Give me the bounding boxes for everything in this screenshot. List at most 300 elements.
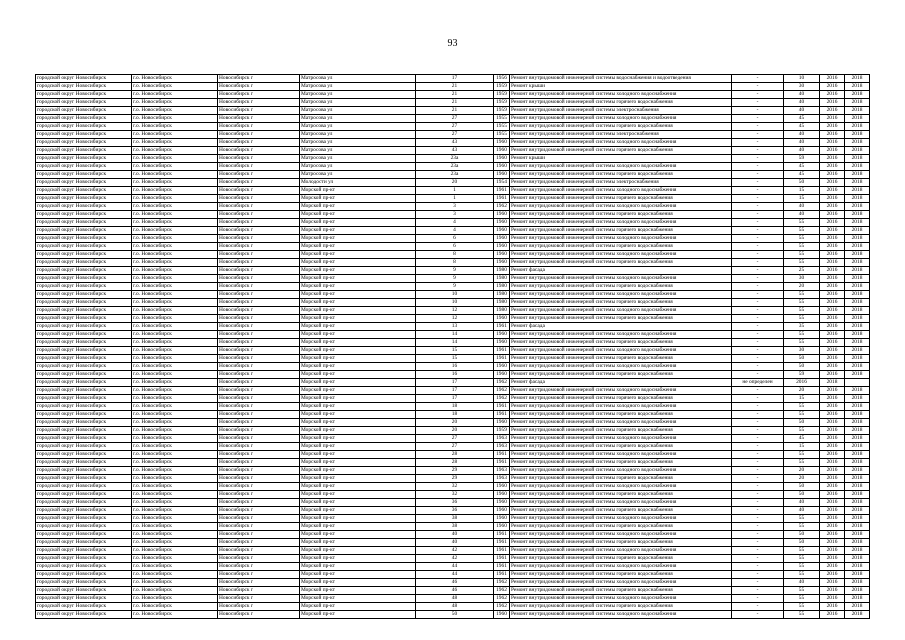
- cell-year-start: 2016: [820, 347, 845, 355]
- cell-year: 1961: [494, 539, 510, 547]
- table-row: [36, 547, 870, 555]
- cell-street: Морской пр-кт: [300, 331, 416, 339]
- cell-street: Морской пр-кт: [300, 323, 416, 331]
- cell-year: 1963: [494, 475, 510, 483]
- table-row: [36, 307, 870, 315]
- cell-year-end: 2018: [845, 355, 870, 363]
- cell-duration: 40: [784, 499, 820, 507]
- table-row: [36, 251, 870, 259]
- cell-cost: -: [732, 571, 784, 579]
- cell-district: г.о. Новосибирск: [132, 451, 218, 459]
- cell-year-end: 2018: [845, 107, 870, 115]
- cell-municipality: городской округ Новосибирск: [36, 307, 132, 315]
- cell-house: 21: [416, 99, 494, 107]
- cell-cost: -: [732, 451, 784, 459]
- cell-district: г.о. Новосибирск: [132, 339, 218, 347]
- cell-house: 27: [416, 443, 494, 451]
- cell-city: Новосибирск г: [218, 291, 300, 299]
- cell-cost: -: [732, 203, 784, 211]
- cell-house: 20: [416, 179, 494, 187]
- cell-year: 1960: [494, 523, 510, 531]
- cell-house: 14: [416, 331, 494, 339]
- cell-cost: -: [732, 483, 784, 491]
- cell-year: 1959: [494, 91, 510, 99]
- cell-year-start: 2016: [820, 179, 845, 187]
- cell-cost: -: [732, 499, 784, 507]
- cell-year-start: 2016: [820, 467, 845, 475]
- cell-work-type: Ремонт внутридомовой инженерной системы холодного водоснабжения: [510, 451, 732, 459]
- cell-work-type: Ремонт внутридомовой инженерной системы горячего водоснабжения: [510, 339, 732, 347]
- cell-year-end: 2018: [845, 555, 870, 563]
- cell-year-end: 2018: [845, 571, 870, 579]
- cell-street: Матросова ул: [300, 123, 416, 131]
- cell-duration: 40: [784, 139, 820, 147]
- cell-duration: 55: [784, 523, 820, 531]
- cell-work-type: Ремонт внутридомовой инженерной системы холодного водоснабжения: [510, 363, 732, 371]
- table-row: [36, 195, 870, 203]
- cell-work-type: Ремонт внутридомовой инженерной системы холодного водоснабжения: [510, 515, 732, 523]
- table-row: [36, 259, 870, 267]
- cell-work-type: Ремонт внутридомовой инженерной системы горячего водоснабжения: [510, 475, 732, 483]
- cell-year-start: 2016: [820, 547, 845, 555]
- table-row: [36, 555, 870, 563]
- cell-year-start: 2016: [820, 403, 845, 411]
- cell-year-end: 2018: [845, 195, 870, 203]
- cell-year: 1959: [494, 83, 510, 91]
- cell-year-end: 2018: [845, 403, 870, 411]
- cell-cost: -: [732, 91, 784, 99]
- table-row: [36, 419, 870, 427]
- cell-year-end: 2018: [845, 451, 870, 459]
- cell-district: г.о. Новосибирск: [132, 355, 218, 363]
- cell-work-type: Ремонт внутридомовой инженерной системы горячего водоснабжения: [510, 123, 732, 131]
- cell-house: 15: [416, 347, 494, 355]
- cell-year-end: 2018: [845, 531, 870, 539]
- cell-city: Новосибирск г: [218, 299, 300, 307]
- cell-duration: 40: [784, 147, 820, 155]
- cell-municipality: городской округ Новосибирск: [36, 443, 132, 451]
- cell-year-start: 2016: [820, 523, 845, 531]
- cell-city: Новосибирск г: [218, 507, 300, 515]
- cell-street: Морской пр-кт: [300, 451, 416, 459]
- cell-house: 29: [416, 467, 494, 475]
- cell-district: г.о. Новосибирск: [132, 539, 218, 547]
- cell-house: 23а: [416, 155, 494, 163]
- cell-duration: 40: [784, 579, 820, 587]
- cell-district: г.о. Новосибирск: [132, 331, 218, 339]
- table-row: [36, 291, 870, 299]
- cell-duration: 50: [784, 531, 820, 539]
- cell-duration: 50: [784, 179, 820, 187]
- cell-work-type: Ремонт внутридомовой инженерной системы холодного водоснабжения: [510, 251, 732, 259]
- cell-house: 18: [416, 403, 494, 411]
- cell-work-type: Ремонт внутридомовой инженерной системы холодного водоснабжения: [510, 163, 732, 171]
- cell-district: г.о. Новосибирск: [132, 443, 218, 451]
- cell-cost: -: [732, 291, 784, 299]
- cell-house: 8: [416, 251, 494, 259]
- cell-street: Морской пр-кт: [300, 531, 416, 539]
- cell-city: Новосибирск г: [218, 547, 300, 555]
- cell-house: 16: [416, 363, 494, 371]
- cell-cost: -: [732, 371, 784, 379]
- cell-work-type: Ремонт внутридомовой инженерной системы горячего водоснабжения: [510, 603, 732, 611]
- cell-cost: -: [732, 443, 784, 451]
- table-row: [36, 443, 870, 451]
- cell-municipality: городской округ Новосибирск: [36, 251, 132, 259]
- cell-year-end: 2018: [845, 163, 870, 171]
- cell-cost: -: [732, 259, 784, 267]
- cell-city: Новосибирск г: [218, 75, 300, 83]
- cell-city: Новосибирск г: [218, 91, 300, 99]
- cell-year: 1960: [494, 363, 510, 371]
- table-row: [36, 275, 870, 283]
- table-row: [36, 323, 870, 331]
- cell-cost: -: [732, 227, 784, 235]
- cell-house: 20: [416, 419, 494, 427]
- cell-year-end: 2018: [845, 459, 870, 467]
- cell-street: Морской пр-кт: [300, 267, 416, 275]
- cell-year-start: 2016: [820, 355, 845, 363]
- cell-municipality: городской округ Новосибирск: [36, 395, 132, 403]
- cell-municipality: городской округ Новосибирск: [36, 379, 132, 387]
- cell-year: 1980: [494, 307, 510, 315]
- cell-city: Новосибирск г: [218, 403, 300, 411]
- cell-duration: 50: [784, 491, 820, 499]
- cell-year: 1961: [494, 355, 510, 363]
- cell-duration: 55: [784, 563, 820, 571]
- cell-year-end: 2018: [845, 139, 870, 147]
- table-row: [36, 139, 870, 147]
- cell-municipality: городской округ Новосибирск: [36, 195, 132, 203]
- cell-duration: 10: [784, 75, 820, 83]
- cell-year: 1960: [494, 251, 510, 259]
- cell-year-end: 2018: [845, 547, 870, 555]
- cell-cost: -: [732, 179, 784, 187]
- cell-city: Новосибирск г: [218, 283, 300, 291]
- cell-city: Новосибирск г: [218, 451, 300, 459]
- cell-year-start: 2016: [820, 443, 845, 451]
- cell-municipality: городской округ Новосибирск: [36, 283, 132, 291]
- cell-cost: -: [732, 283, 784, 291]
- cell-house: 40: [416, 531, 494, 539]
- cell-district: г.о. Новосибирск: [132, 571, 218, 579]
- cell-cost: -: [732, 523, 784, 531]
- cell-district: г.о. Новосибирск: [132, 251, 218, 259]
- cell-year: 1960: [494, 211, 510, 219]
- cell-house: 48: [416, 603, 494, 611]
- cell-year-start: 2016: [820, 595, 845, 603]
- cell-city: Новосибирск г: [218, 595, 300, 603]
- cell-municipality: городской округ Новосибирск: [36, 459, 132, 467]
- cell-street: Морской пр-кт: [300, 491, 416, 499]
- cell-street: Морской пр-кт: [300, 235, 416, 243]
- cell-city: Новосибирск г: [218, 307, 300, 315]
- cell-city: Новосибирск г: [218, 379, 300, 387]
- cell-work-type: Ремонт внутридомовой инженерной системы горячего водоснабжения: [510, 227, 732, 235]
- cell-city: Новосибирск г: [218, 475, 300, 483]
- cell-municipality: городской округ Новосибирск: [36, 115, 132, 123]
- cell-city: Новосибирск г: [218, 499, 300, 507]
- cell-municipality: городской округ Новосибирск: [36, 155, 132, 163]
- cell-cost: -: [732, 163, 784, 171]
- table-row: [36, 459, 870, 467]
- cell-work-type: Ремонт внутридомовой инженерной системы холодного водоснабжения: [510, 235, 732, 243]
- cell-year-end: 2018: [845, 507, 870, 515]
- cell-city: Новосибирск г: [218, 315, 300, 323]
- cell-duration: 40: [784, 203, 820, 211]
- cell-year-start: 2016: [820, 611, 845, 619]
- cell-year-end: 2018: [845, 587, 870, 595]
- cell-city: Новосибирск г: [218, 171, 300, 179]
- cell-city: Новосибирск г: [218, 267, 300, 275]
- cell-year-end: 2018: [845, 203, 870, 211]
- cell-work-type: Ремонт внутридомовой инженерной системы горячего водоснабжения: [510, 587, 732, 595]
- cell-municipality: городской округ Новосибирск: [36, 211, 132, 219]
- cell-house: 3: [416, 211, 494, 219]
- cell-city: Новосибирск г: [218, 523, 300, 531]
- cell-municipality: городской округ Новосибирск: [36, 235, 132, 243]
- cell-duration: 55: [784, 587, 820, 595]
- cell-work-type: Ремонт внутридомовой инженерной системы холодного водоснабжения: [510, 579, 732, 587]
- cell-street: Морской пр-кт: [300, 571, 416, 579]
- cell-work-type: Ремонт внутридомовой инженерной системы горячего водоснабжения: [510, 539, 732, 547]
- cell-cost: -: [732, 315, 784, 323]
- cell-cost: -: [732, 355, 784, 363]
- cell-work-type: Ремонт внутридомовой инженерной системы горячего водоснабжения: [510, 443, 732, 451]
- cell-municipality: городской округ Новосибирск: [36, 331, 132, 339]
- table-row: [36, 571, 870, 579]
- cell-house: 10: [416, 299, 494, 307]
- cell-house: 6: [416, 243, 494, 251]
- cell-year-start: 2016: [820, 339, 845, 347]
- cell-year: 1961: [494, 403, 510, 411]
- cell-year-end: 2018: [845, 155, 870, 163]
- cell-house: 27: [416, 123, 494, 131]
- table-row: [36, 579, 870, 587]
- cell-cost: -: [732, 467, 784, 475]
- cell-municipality: городской округ Новосибирск: [36, 371, 132, 379]
- cell-street: Морской пр-кт: [300, 347, 416, 355]
- cell-year-start: 2016: [820, 187, 845, 195]
- cell-year: 1980: [494, 299, 510, 307]
- cell-cost: -: [732, 395, 784, 403]
- cell-year-start: 2016: [820, 267, 845, 275]
- cell-duration: 55: [784, 291, 820, 299]
- cell-municipality: городской округ Новосибирск: [36, 107, 132, 115]
- table-row: [36, 203, 870, 211]
- cell-city: Новосибирск г: [218, 371, 300, 379]
- cell-cost: -: [732, 579, 784, 587]
- table-row: [36, 483, 870, 491]
- cell-duration: 40: [784, 131, 820, 139]
- cell-year: 1962: [494, 379, 510, 387]
- cell-year-start: 2016: [820, 243, 845, 251]
- cell-street: Морской пр-кт: [300, 499, 416, 507]
- cell-street: Морской пр-кт: [300, 307, 416, 315]
- cell-work-type: Ремонт внутридомовой инженерной системы горячего водоснабжения: [510, 243, 732, 251]
- cell-year-start: 2016: [820, 507, 845, 515]
- cell-city: Новосибирск г: [218, 331, 300, 339]
- cell-municipality: городской округ Новосибирск: [36, 483, 132, 491]
- cell-year-start: 2016: [820, 315, 845, 323]
- cell-year-start: 2016: [820, 235, 845, 243]
- cell-year: 1963: [494, 435, 510, 443]
- cell-work-type: Ремонт внутридомовой инженерной системы холодного водоснабжения: [510, 595, 732, 603]
- cell-district: г.о. Новосибирск: [132, 467, 218, 475]
- table-row: [36, 123, 870, 131]
- cell-work-type: Ремонт внутридомовой инженерной системы холодного водоснабжения: [510, 91, 732, 99]
- cell-year-start: 2016: [820, 539, 845, 547]
- cell-year-end: 2018: [845, 363, 870, 371]
- cell-district: г.о. Новосибирск: [132, 523, 218, 531]
- cell-street: Морской пр-кт: [300, 259, 416, 267]
- cell-year-end: 2018: [845, 419, 870, 427]
- cell-municipality: городской округ Новосибирск: [36, 315, 132, 323]
- cell-municipality: городской округ Новосибирск: [36, 539, 132, 547]
- table-row: [36, 395, 870, 403]
- cell-year-end: 2018: [845, 219, 870, 227]
- table-row: [36, 611, 870, 619]
- cell-cost: -: [732, 331, 784, 339]
- cell-cost: -: [732, 123, 784, 131]
- cell-year-start: 2016: [820, 459, 845, 467]
- cell-city: Новосибирск г: [218, 227, 300, 235]
- cell-municipality: городской округ Новосибирск: [36, 563, 132, 571]
- cell-duration: 50: [784, 419, 820, 427]
- cell-work-type: Ремонт внутридомовой инженерной системы горячего водоснабжения: [510, 99, 732, 107]
- cell-city: Новосибирск г: [218, 179, 300, 187]
- cell-year-end: 2018: [845, 243, 870, 251]
- cell-duration: 40: [784, 99, 820, 107]
- cell-work-type: Ремонт внутридомовой инженерной системы горячего водоснабжения: [510, 299, 732, 307]
- cell-municipality: городской округ Новосибирск: [36, 595, 132, 603]
- cell-municipality: городской округ Новосибирск: [36, 299, 132, 307]
- cell-work-type: Ремонт внутридомовой инженерной системы холодного водоснабжения: [510, 307, 732, 315]
- cell-district: г.о. Новосибирск: [132, 363, 218, 371]
- cell-district: г.о. Новосибирск: [132, 315, 218, 323]
- cell-duration: 40: [784, 107, 820, 115]
- cell-year-start: 2016: [820, 427, 845, 435]
- cell-duration: 45: [784, 115, 820, 123]
- cell-cost: -: [732, 219, 784, 227]
- cell-municipality: городской округ Новосибирск: [36, 611, 132, 619]
- cell-cost: -: [732, 403, 784, 411]
- cell-street: Матросова ул: [300, 171, 416, 179]
- cell-work-type: Ремонт внутридомовой инженерной системы холодного водоснабжения: [510, 403, 732, 411]
- cell-year-start: 2016: [820, 435, 845, 443]
- cell-municipality: городской округ Новосибирск: [36, 579, 132, 587]
- cell-year-end: 2018: [845, 387, 870, 395]
- cell-cost: -: [732, 299, 784, 307]
- cell-municipality: городской округ Новосибирск: [36, 603, 132, 611]
- cell-year: 1980: [494, 267, 510, 275]
- cell-duration: 55: [784, 611, 820, 619]
- table-row: [36, 299, 870, 307]
- cell-work-type: Ремонт фасада: [510, 379, 732, 387]
- cell-municipality: городской округ Новосибирск: [36, 219, 132, 227]
- cell-city: Новосибирск г: [218, 99, 300, 107]
- cell-street: Морской пр-кт: [300, 275, 416, 283]
- cell-house: 36: [416, 507, 494, 515]
- cell-street: Морской пр-кт: [300, 515, 416, 523]
- table-row: [36, 211, 870, 219]
- cell-street: Морской пр-кт: [300, 603, 416, 611]
- cell-house: 20: [416, 427, 494, 435]
- cell-year-start: 2016: [820, 555, 845, 563]
- cell-year-start: 2016: [820, 139, 845, 147]
- cell-year-end: 2018: [845, 211, 870, 219]
- cell-street: Морской пр-кт: [300, 227, 416, 235]
- cell-work-type: Ремонт внутридомовой инженерной системы электроснабжения: [510, 131, 732, 139]
- cell-cost: -: [732, 435, 784, 443]
- cell-cost: -: [732, 307, 784, 315]
- cell-city: Новосибирск г: [218, 443, 300, 451]
- cell-year-start: 2016: [820, 491, 845, 499]
- cell-year-start: 2016: [820, 299, 845, 307]
- cell-year: 1954: [494, 179, 510, 187]
- cell-duration: 55: [784, 243, 820, 251]
- cell-street: Морской пр-кт: [300, 475, 416, 483]
- cell-year-start: 2016: [820, 99, 845, 107]
- cell-year: 1960: [494, 499, 510, 507]
- cell-year-start: 2016: [820, 155, 845, 163]
- cell-year-end: 2018: [845, 99, 870, 107]
- table-row: [36, 243, 870, 251]
- cell-district: г.о. Новосибирск: [132, 91, 218, 99]
- cell-district: г.о. Новосибирск: [132, 123, 218, 131]
- cell-house: 17: [416, 395, 494, 403]
- cell-municipality: городской округ Новосибирск: [36, 267, 132, 275]
- cell-year: 1960: [494, 331, 510, 339]
- cell-city: Новосибирск г: [218, 611, 300, 619]
- cell-duration: 50: [784, 483, 820, 491]
- cell-duration: 20: [784, 283, 820, 291]
- cell-district: г.о. Новосибирск: [132, 211, 218, 219]
- cell-work-type: Ремонт внутридомовой инженерной системы горячего водоснабжения: [510, 315, 732, 323]
- cell-work-type: Ремонт фасада: [510, 323, 732, 331]
- cell-house: 48: [416, 595, 494, 603]
- cell-year: 1961: [494, 531, 510, 539]
- cell-street: Морской пр-кт: [300, 387, 416, 395]
- table-row: [36, 315, 870, 323]
- cell-street: Матросова ул: [300, 75, 416, 83]
- cell-work-type: Ремонт внутридомовой инженерной системы холодного водоснабжения: [510, 547, 732, 555]
- cell-municipality: городской округ Новосибирск: [36, 427, 132, 435]
- cell-district: г.о. Новосибирск: [132, 563, 218, 571]
- cell-duration: 45: [784, 123, 820, 131]
- cell-house: 9: [416, 283, 494, 291]
- cell-duration: 20: [784, 387, 820, 395]
- table-row: [36, 379, 870, 387]
- cell-district: г.о. Новосибирск: [132, 163, 218, 171]
- cell-house: 46: [416, 579, 494, 587]
- cell-street: Морской пр-кт: [300, 219, 416, 227]
- cell-cost: -: [732, 603, 784, 611]
- cell-cost: -: [732, 539, 784, 547]
- cell-cost: -: [732, 187, 784, 195]
- cell-year-end: 2018: [845, 275, 870, 283]
- cell-year-end: 2018: [845, 427, 870, 435]
- cell-house: 50: [416, 611, 494, 619]
- cell-cost: не определен: [732, 379, 784, 387]
- cell-duration: 55: [784, 427, 820, 435]
- cell-year-start: 2016: [820, 323, 845, 331]
- cell-district: г.о. Новосибирск: [132, 475, 218, 483]
- cell-city: Новосибирск г: [218, 563, 300, 571]
- cell-street: Морской пр-кт: [300, 379, 416, 387]
- cell-district: г.о. Новосибирск: [132, 75, 218, 83]
- cell-duration: 55: [784, 299, 820, 307]
